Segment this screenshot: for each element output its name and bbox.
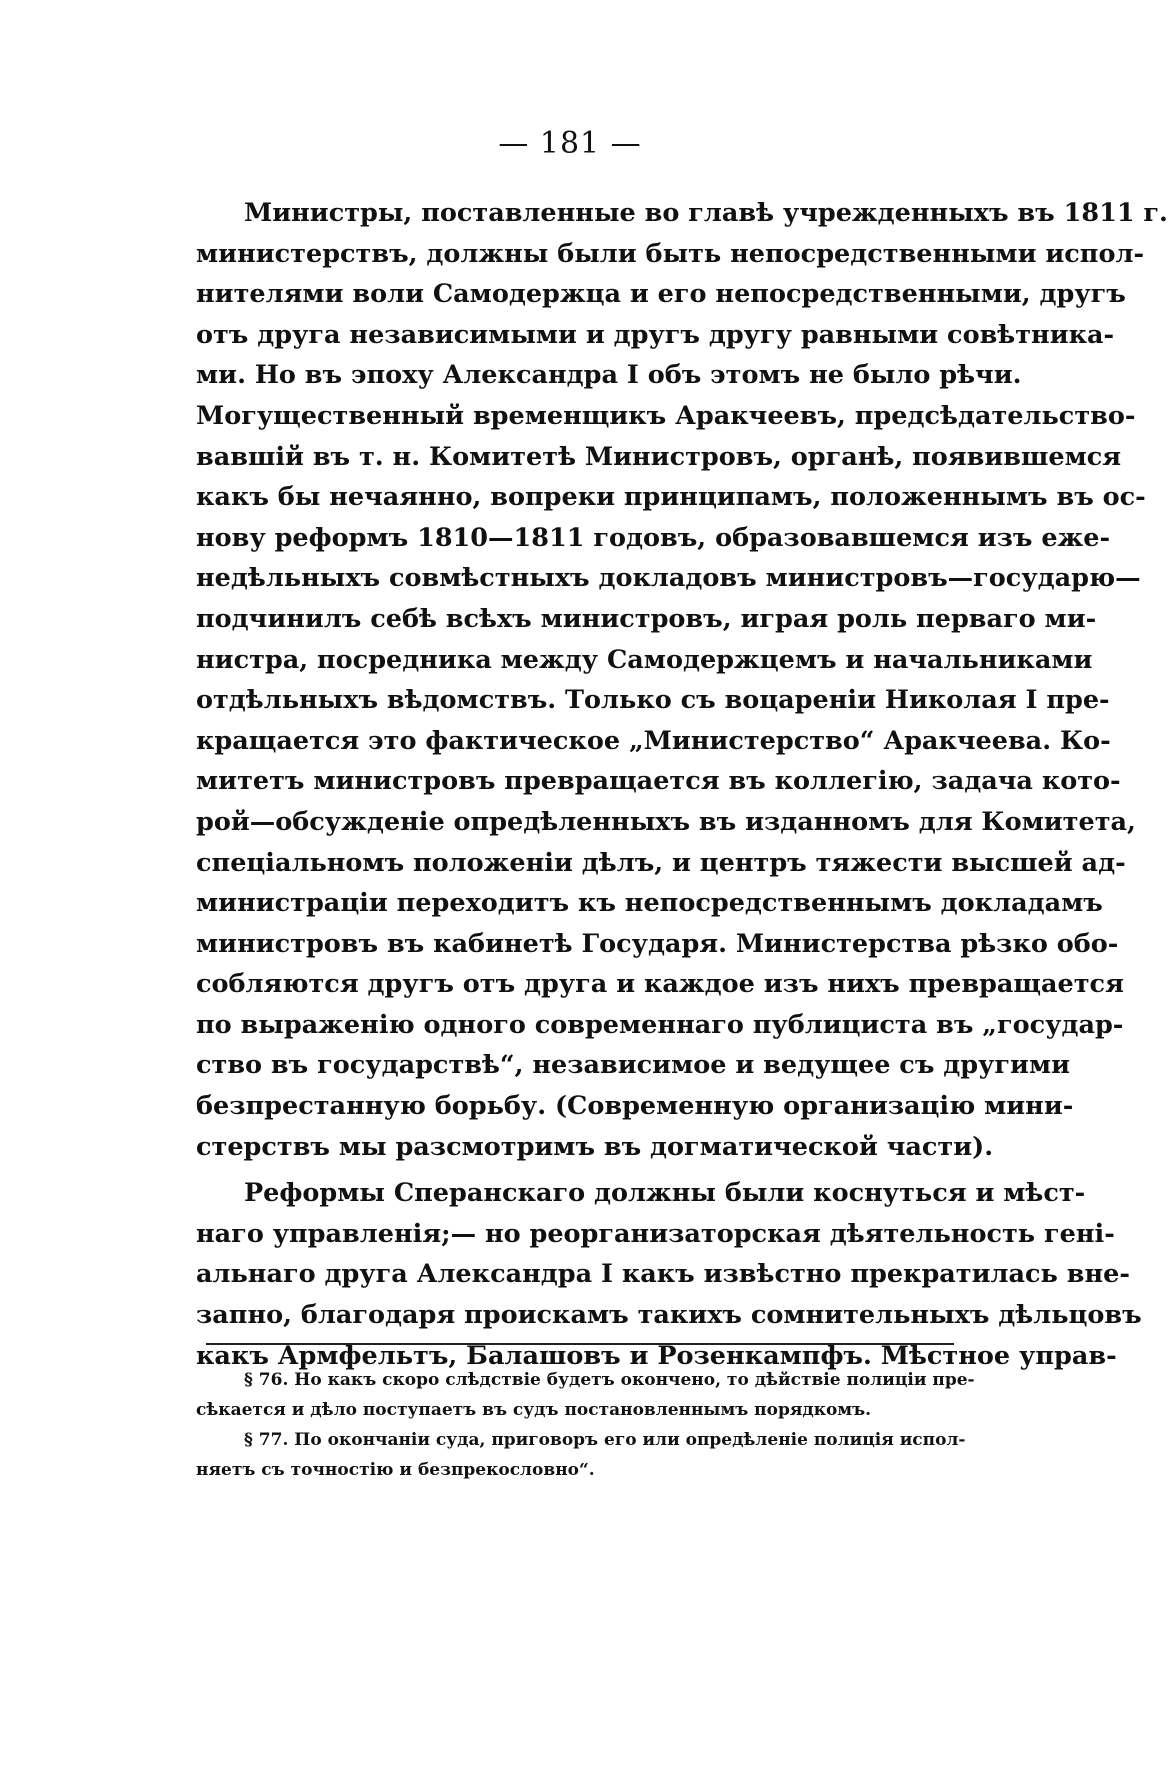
- text-line: какъ бы нечаянно, вопреки принципамъ, положеннымъ въ ос-: [196, 482, 1146, 513]
- text-line: ство въ государствѣ“, независимое и ведущее съ другими: [196, 1050, 1071, 1081]
- text-line: рой—обсужденіе опредѣленныхъ въ изданномъ для Комитета,: [196, 806, 1136, 837]
- text-line: спеціальномъ положеніи дѣлъ, и центръ тяжести высшей ад-: [196, 847, 1126, 878]
- text-line: недѣльныхъ совмѣстныхъ докладовъ министровъ—государю—: [196, 563, 1141, 594]
- text-line: вавшій въ т. н. Комитетѣ Министровъ, органѣ, появившемся: [196, 441, 1122, 472]
- text-line: стерствъ мы разсмотримъ въ догматической части).: [196, 1131, 994, 1162]
- text-line: ми. Но въ эпоху Александра I объ этомъ не было рѣчи.: [196, 360, 1022, 391]
- text-line: нову реформъ 1810—1811 годовъ, образовавшемся изъ еже-: [196, 522, 1111, 553]
- text-line: кращается это фактическое „Министерство“ Аракчеева. Ко-: [196, 725, 1111, 756]
- footnote-line: няетъ съ точностію и безпрекословно“.: [196, 1460, 595, 1480]
- text-line: отдѣльныхъ вѣдомствъ. Только съ воцареніи Николая I пре-: [196, 685, 1110, 716]
- text-line: Могущественный временщикъ Аракчеевъ, предсѣдательство-: [196, 400, 1136, 431]
- text-line: подчинилъ себѣ всѣхъ министровъ, играя роль перваго ми-: [196, 603, 1097, 634]
- text-line: нителями воли Самодержца и его непосредственными, другъ: [196, 279, 1126, 310]
- footnote-line: § 77. По окончаніи суда, приговоръ его или опредѣленіе полиція испол-: [244, 1430, 966, 1450]
- main-text: [196, 193, 1168, 1376]
- footnote-line: § 76. Но какъ скоро слѣдствіе будетъ окончено, то дѣйствіе полиціи пре-: [244, 1370, 975, 1390]
- text-line: Министры, поставленные во главѣ учрежденныхъ въ 1811 г.: [244, 198, 1168, 228]
- page-number: — 181 —: [498, 126, 642, 161]
- text-line: наго управленія;— но реорганизаторская дѣятельность гені-: [196, 1218, 1115, 1249]
- text-line: по выраженію одного современнаго публициста въ „государ-: [196, 1009, 1124, 1040]
- text-line: запно, благодаря проискамъ такихъ сомнительныхъ дѣльцовъ: [196, 1300, 1142, 1331]
- text-line: безпрестанную борьбу. (Современную организацію мини-: [196, 1091, 1074, 1122]
- text-line: какъ Армфельтъ, Балашовъ и Розенкампфъ. Мѣстное управ-: [196, 1340, 1117, 1371]
- text-line: собляются другъ отъ друга и каждое изъ нихъ превращается: [196, 969, 1124, 1000]
- text-line: нистра, посредника между Самодержцемъ и начальниками: [196, 644, 1093, 675]
- text-line: министровъ въ кабинетѣ Государя. Министерства рѣзко обо-: [196, 928, 1119, 959]
- text-line: Реформы Сперанскаго должны были коснуться и мѣст-: [244, 1178, 1086, 1209]
- text-line: альнаго друга Александра I какъ извѣстно прекратилась вне-: [196, 1259, 1130, 1290]
- footnote-line: сѣкается и дѣло поступаетъ въ судъ постановленнымъ порядкомъ.: [196, 1400, 872, 1420]
- text-line: министраціи переходитъ къ непосредственнымъ докладамъ: [196, 888, 1103, 919]
- text-line: министерствъ, должны были быть непосредственными испол-: [196, 238, 1145, 269]
- footnotes: [196, 1365, 975, 1485]
- text-line: митетъ министровъ превращается въ коллегію, задача кото-: [196, 766, 1121, 797]
- footnote-divider: [206, 1343, 954, 1345]
- text-line: отъ друга независимыми и другъ другу равными совѣтника-: [196, 319, 1115, 350]
